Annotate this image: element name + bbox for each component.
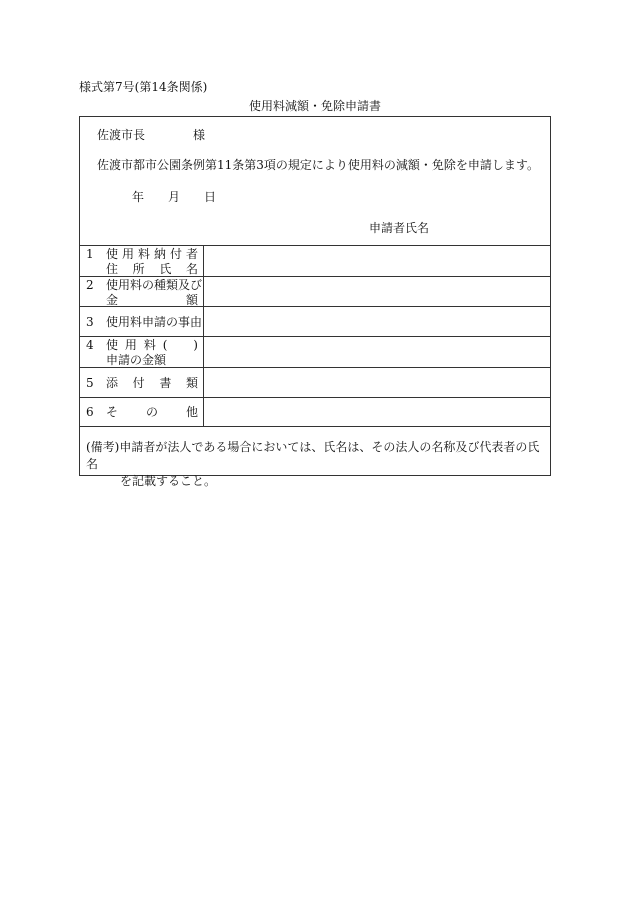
row-number: 1	[86, 247, 94, 261]
remarks-line: (備考)申請者が法人である場合においては、氏名は、その法人の名称及び代表者の氏名	[86, 440, 540, 471]
row-label-line: 使用料申請の事由	[106, 315, 203, 329]
row-other-label	[86, 405, 198, 420]
row-number: 6	[86, 405, 94, 419]
attachments-field[interactable]	[204, 368, 550, 397]
row-payer-label	[86, 247, 198, 277]
reason-field[interactable]	[204, 307, 550, 336]
table-bottom-rule	[80, 426, 550, 427]
row-label-line: 金額	[106, 293, 198, 307]
row-number: 3	[86, 315, 94, 329]
row-reason-label	[86, 315, 203, 330]
other-field[interactable]	[204, 398, 550, 426]
row-label-line: 使用料( )	[106, 338, 198, 352]
row-label-line: 住所氏名	[106, 262, 198, 276]
fee-type-amount-field[interactable]	[204, 277, 550, 306]
requested-amount-field[interactable]	[204, 337, 550, 367]
row-number: 5	[86, 376, 94, 390]
date-line: 年 月 日	[132, 190, 217, 204]
row-number: 2	[86, 278, 94, 292]
row-label-line: 添付書類	[106, 376, 198, 390]
payer-address-name-field[interactable]	[204, 246, 550, 276]
row-label-line: その他	[106, 405, 198, 419]
row-attachments-label	[86, 376, 198, 391]
form-title: 使用料減額・免除申請書	[248, 99, 381, 113]
statement-text: 佐渡市都市公園条例第11条第3項の規定により使用料の減額・免除を申請します。	[97, 158, 539, 172]
remarks-line: を記載すること。	[120, 474, 217, 488]
row-requested-amount-label	[86, 338, 198, 368]
row-label-line: 使用料の種類及び	[106, 278, 203, 292]
row-number: 4	[86, 338, 94, 352]
form-number: 様式第7号(第14条関係)	[79, 80, 208, 94]
addressee: 佐渡市長 様	[97, 128, 206, 142]
remarks-note	[86, 439, 546, 490]
row-label-line: 申請の金額	[106, 353, 167, 367]
row-fee-type-label	[86, 278, 203, 308]
applicant-name-label: 申請者氏名	[369, 221, 430, 235]
row-label-line: 使用料納付者	[106, 247, 198, 261]
application-form	[79, 116, 551, 488]
